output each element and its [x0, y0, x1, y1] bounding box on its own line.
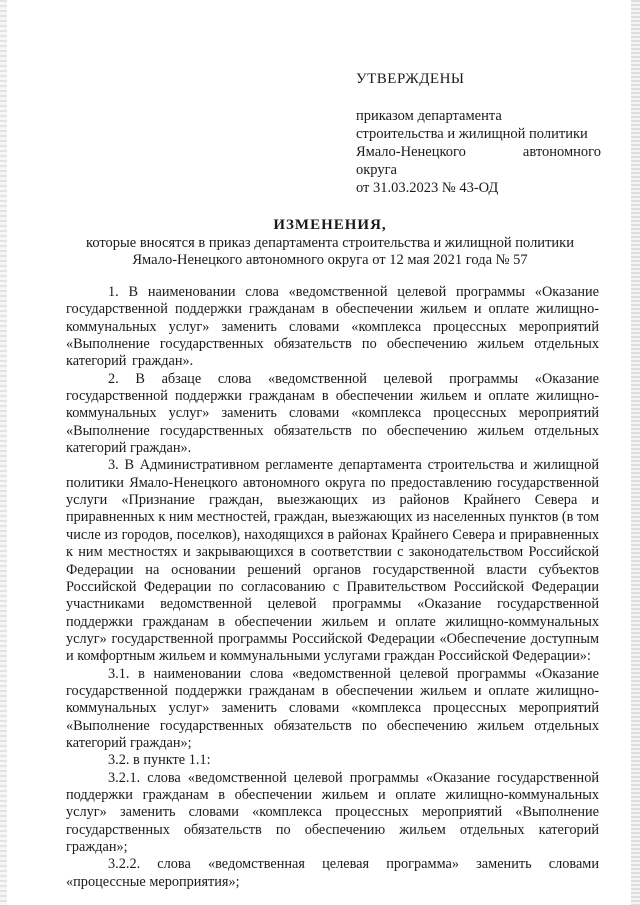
document-body	[66, 284, 599, 891]
approval-line-3	[356, 143, 601, 161]
approval-line-1: приказом департамента	[356, 108, 502, 124]
heading-title: ИЗМЕНЕНИЯ,	[273, 217, 387, 233]
document-heading	[60, 217, 600, 269]
scan-edge-left	[0, 0, 7, 905]
paragraph-1: 1. В наименовании слова «ведомственной целевой программы «Оказание государственной поддержки гражданам в обеспечении жильем и оплате жилищно-коммунальных услуг» заменить словами «комплекса процессных мероприятий «Выполнение государственных обязательств по обеспечению жильем отдельных категорий граждан».	[66, 284, 599, 370]
paragraph-3-2: 3.2. в пункте 1.1:	[108, 752, 211, 769]
approval-line-2: строительства и жилищной политики	[356, 126, 588, 142]
approval-line-3-left: Ямало-Ненецкого	[356, 144, 466, 160]
paragraph-3-2-1: 3.2.1. слова «ведомственной целевой программы «Оказание государственной поддержки гражданам в обеспечении жильем и оплате жилищно-коммунальных услуг» заменить словами «комплекса процессных мероприятий «Выполнение государственных обязательств по обеспечению жильем отдельных категорий граждан»;	[66, 769, 599, 855]
paragraph-3: 3. В Административном регламенте департамента строительства и жилищной политики Ямало-Ненецкого автономного округа по предоставлению государственной услуги «Признание граждан, выезжающих из районов Крайнего Севера и приравненных к ним местностей, граждан, выезжающих из населенных пунктов (в том числе из городов, поселков), находящихся в районах Крайнего Севера и приравненных к ним местностях и закрывающихся в соответствии с законодательством Российской Федерации на основании решений органов государственной власти субъектов Российской Федерации по согласованию с Правительством Российской Федерации участниками ведомственной целевой программы «Оказание государственной поддержки гражданам в обеспечении жильем и оплате жилищно-коммунальных услуг» государственной программы Российской Федерации «Обеспечение доступным и комфортным жильем и коммунальными услугами граждан Российской Федерации»:	[66, 457, 599, 665]
paragraph-3-1: 3.1. в наименовании слова «ведомственной целевой программы «Оказание государственной поддержки гражданам в обеспечении жильем и оплате жилищно-коммунальных услуг» заменить словами «комплекса процессных мероприятий «Выполнение государственных обязательств по обеспечению жильем отдельных категорий граждан»;	[66, 665, 599, 751]
paragraph-2: 2. В абзаце слова «ведомственной целевой программы «Оказание государственной поддержки гражданам в обеспечении жильем и оплате жилищно-коммунальных услуг» заменить словами «комплекса процессных мероприятий «Выполнение государственных обязательств по обеспечению жильем отдельных категорий граждан».	[66, 370, 599, 457]
approval-line-4: округа	[356, 162, 397, 178]
approval-title: УТВЕРЖДЕНЫ	[356, 71, 465, 87]
approval-line-3-right: автономного	[522, 144, 601, 160]
heading-subtitle-2: Ямало-Ненецкого автономного округа от 12 мая 2021 года № 57	[132, 252, 528, 268]
approval-block	[356, 70, 601, 197]
heading-subtitle-1: которые вносятся в приказ департамента строительства и жилищной политики	[86, 235, 574, 251]
approval-line-5: от 31.03.2023 № 43-ОД	[356, 180, 499, 196]
paragraph-3-2-2: 3.2.2. слова «ведомственная целевая программа» заменить словами «процессные мероприятия»;	[66, 856, 599, 890]
scan-edge-right	[631, 0, 640, 905]
